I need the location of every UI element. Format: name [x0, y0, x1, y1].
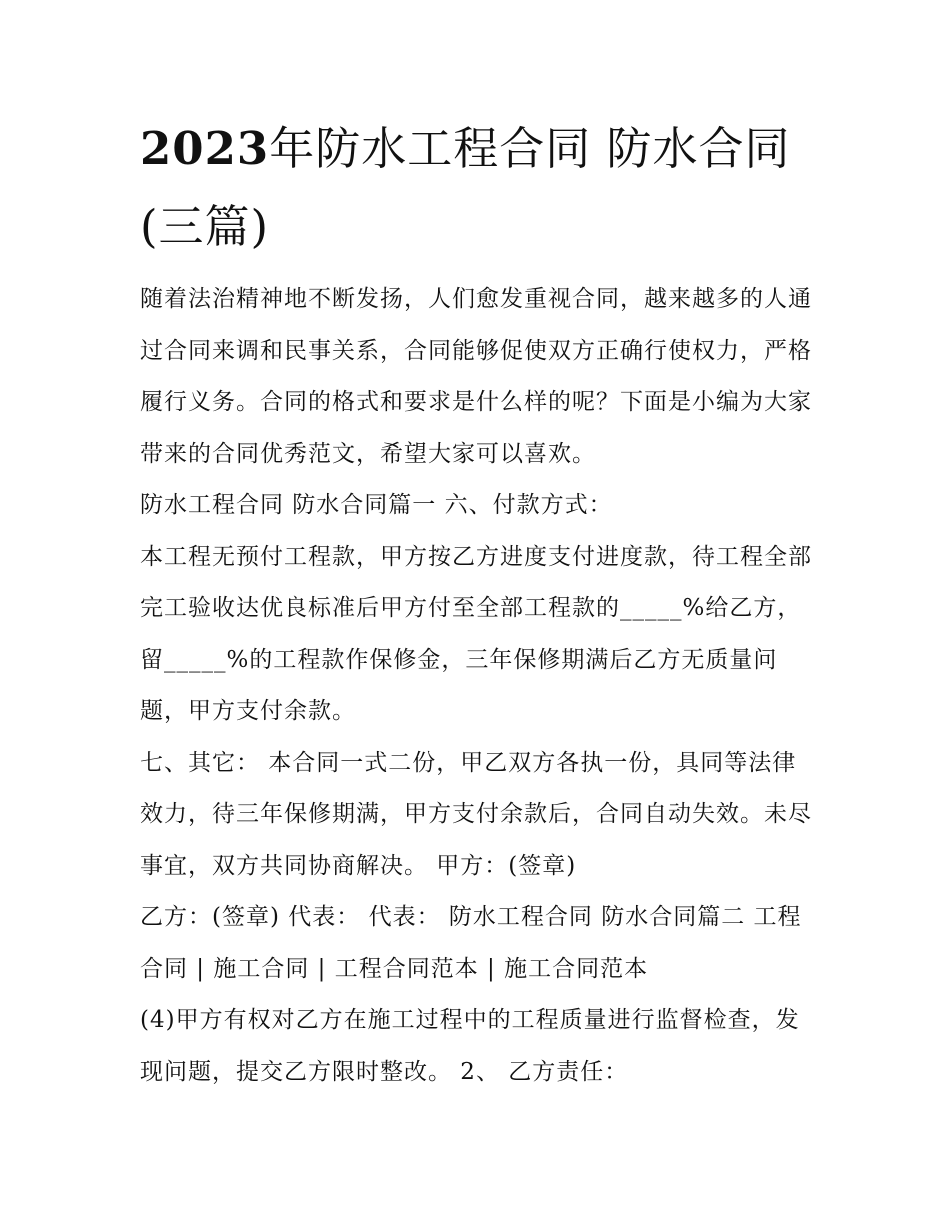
document-title-text: 年防水工程合同 防水合同(三篇) [140, 122, 791, 253]
other-terms-paragraph: 七、其它： 本合同一式二份，甲乙双方各执一份，具同等法律效力，待三年保修期满，甲方支付余款后，合同自动失效。未尽事宜，双方共同协商解决。 甲方：(签章) [140, 749, 812, 879]
section-heading-payment: 防水工程合同 防水合同篇一 六、付款方式： [140, 492, 613, 518]
signature-paragraph: 乙方：(签章) 代表： 代表： 防水工程合同 防水合同篇二 工程合同 | 施工合同 | 工程合同范本 | 施工合同范本 [140, 904, 802, 982]
document-body [140, 274, 820, 1098]
document-page [140, 110, 820, 1098]
responsibility-paragraph: (4)甲方有权对乙方在施工过程中的工程质量进行监督检查，发现问题，提交乙方限时整改。 2、 乙方责任： [140, 1007, 800, 1085]
payment-paragraph: 本工程无预付工程款，甲方按乙方进度支付进度款，待工程全部完工验收达优良标准后甲方付至全部工程款的_____%给乙方，留_____%的工程款作保修金，三年保修期满后乙方无质量问题，甲方支付余款。 [140, 543, 812, 724]
document-title [140, 110, 820, 266]
intro-paragraph: 随着法治精神地不断发扬，人们愈发重视合同，越来越多的人通过合同来调和民事关系，合同能够促使双方正确行使权力，严格履行义务。合同的格式和要求是什么样的呢？下面是小编为大家带来的合同优秀范文，希望大家可以喜欢。 [140, 286, 812, 467]
document-title-year: 2023 [140, 122, 270, 175]
